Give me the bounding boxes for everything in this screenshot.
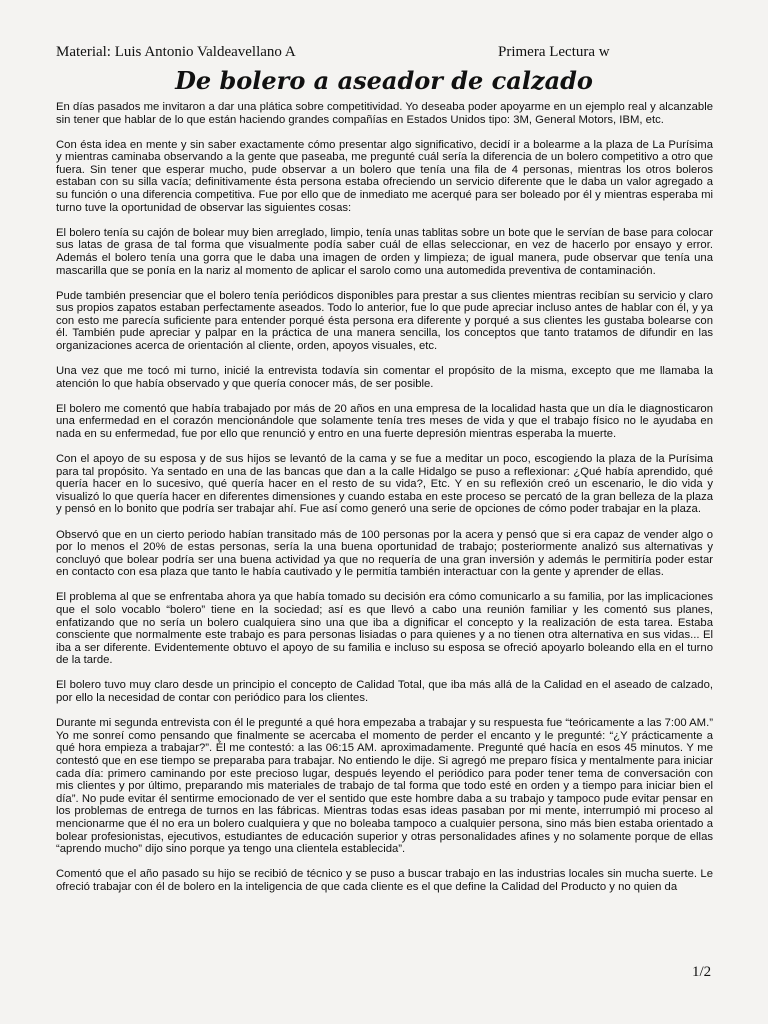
paragraph: El bolero tenía su cajón de bolear muy bien arreglado, limpio, tenía unas tablitas sobre un bote que le servían de base para colocar sus latas de grasa de tal forma que visualmente podía saber cuál de ellas seleccionar, en vez de hacerlo por ensayo y error. Además el bolero tenía una gorra que le daba una imagen de orden y limpieza; de igual manera, pude observar que tenía una mascarilla que se ponía en la nariz al momento de aplicar el sarolo como una automedida preventiva de contaminación. (56, 226, 713, 277)
header-lectura: Primera Lectura w (498, 44, 610, 60)
paragraph: El bolero me comentó que había trabajado por más de 20 años en una empresa de la localidad hasta que un día le diagnosticaron una enfermedad en el corazón mencionándole que solamente tenía tres meses de vida y que el trabajo físico no le ayudaba en nada en su enfermedad, fue por ello que renunció y entro en una fuerte depresión mientras esperaba la muerte. (56, 402, 713, 440)
paragraph: Una vez que me tocó mi turno, inicié la entrevista todavía sin comentar el propósito de la misma, excepto que me llamaba la atención lo que había observado y que quería conocer más, de ser posible. (56, 365, 713, 390)
paragraph: En días pasados me invitaron a dar una plática sobre competitividad. Yo deseaba poder apoyarme en un ejemplo real y alcanzable sin tener que hablar de lo que están haciendo grandes compañías en Estados Unidos tipo: 3M, General Motors, IBM, etc. (56, 101, 713, 126)
paragraph: Pude también presenciar que el bolero tenía periódicos disponibles para prestar a sus clientes mientras recibían su servicio y claro sus propios zapatos estaban perfectamente aseados. Todo lo anterior, fue lo que pude apreciar incluso antes de hablar con él, y ya con esto me parecía suficiente para entender porqué ésta persona era diferente y porqué a sus clientes les gustaba bolearse con él. También pude apreciar y palpar en la práctica de una manera sencilla, los conceptos que tanto tratamos de difundir en las organizaciones acerca de orientación al cliente, orden, apoyos visuales, etc. (56, 289, 713, 352)
page-number: 1/2 (692, 964, 712, 980)
header-material: Material: Luis Antonio Valdeavellano A (56, 44, 296, 60)
paragraph: Durante mi segunda entrevista con él le pregunté a qué hora empezaba a trabajar y su respuesta fue “teóricamente a las 7:00 AM.” Yo me sonreí como pensando que finalmente se acercaba el momento de perder el encanto y le pregunté: “¿Y prácticamente a qué hora empieza a trabajar?”. Él me contestó: a las 06:15 AM. aproximadamente. Pregunté qué hacía en esos 45 minutos. Y me contestó que en ese tiempo se preparaba para trabajar. No entiendo le dije. Si agregó me preparo física y mentalmente para iniciar cada día: primero caminando por este precioso lugar, después leyendo el periódico para poder tener tema de conversación con mis clientes y por último, preparando mis materiales de trabajo de tal forma que todo esté en orden y a tiempo para iniciar bien el día”. No pude evitar él sentirme emocionado de ver el sentido que este hombre daba a su trabajo y tampoco pude evitar pensar en los problemas de entrega de turnos en las fábricas. Mientras todas esas ideas pasaban por mi mente, interrumpió mi proceso al mencionarme que él no era un bolero cualquiera y que no boleaba tampoco a cualquier persona, sino más bien estaba orientado a bolear profesionistas, ejecutivos, estudiantes de educación superior y otras personalidades afines y no solamente porque de ellas “aprendo mucho” dijo sino porque ya tengo una clientela establecida”. (56, 717, 713, 856)
paragraph: Observó que en un cierto periodo habían transitado más de 100 personas por la acera y pensó que si era capaz de vender algo o por lo menos el 20% de estas personas, sería la una buena oportunidad de trabajo; posteriormente analizó sus alternativas y concluyó que bolear podría ser una buena actividad ya que no requería de una gran inversión y además le permitiría poder estar en contacto con esa plaza que tanto le había cautivado y le permitía también interactuar con la gente y aprender de ellas. (56, 528, 713, 579)
body-text (56, 101, 713, 906)
paragraph: El bolero tuvo muy claro desde un principio el concepto de Calidad Total, que iba más allá de la Calidad en el aseado de calzado, por ello la necesidad de contar con periódico para los clientes. (56, 679, 713, 705)
paragraph: El problema al que se enfrentaba ahora ya que había tomado su decisión era cómo comunicarlo a su familia, por las implicaciones que el solo vocablo “bolero” tiene en la sociedad; así es que llevó a cabo una reunión familiar y les comentó sus planes, enfatizando que no sería un bolero cualquiera sino una que iba a dignificar el concepto y la realización de esta tarea. Estaba consciente que normalmente este trabajo es para personas lisiadas o para quienes y a no tienen otra alternativa en sus vidas... El iba a ser diferente. Evidentemente obtuvo el apoyo de su familia e incluso su esposa se ofreció apoyarlo boleando ella en el turno de la tarde. (56, 591, 713, 667)
document-title: De bolero a aseador de calzado (175, 66, 593, 95)
paragraph: Con ésta idea en mente y sin saber exactamente cómo presentar algo significativo, decidí ir a bolearme a la plaza de La Purísima y mientras caminaba observando a la gente que paseaba, me pregunté cuál sería la diferencia de un bolero competitivo a otro que fuera. Sin tener que esperar mucho, pude observar a un bolero que tenía una fila de 4 personas, mientras los otros boleros estaban con su silla vacía; definitivamente ésta persona estaba ofreciendo un servicio diferente que le daba un valor agregado a su función o una diferencia competitiva. Fue por ello que de inmediato me acerqué para ser boleado por él y mientras esperaba mi turno tuve la oportunidad de observar las siguientes cosas: (56, 138, 713, 214)
paragraph: Comentó que el año pasado su hijo se recibió de técnico y se puso a buscar trabajo en las industrias locales sin mucha suerte. Le ofreció trabajar con él de bolero en la inteligencia de que cada cliente es el que define la Calidad del Producto y no quien da (56, 868, 713, 893)
paragraph: Con el apoyo de su esposa y de sus hijos se levantó de la cama y se fue a meditar un poco, escogiendo la plaza de la Purísima para tal propósito. Ya sentado en una de las bancas que dan a la calle Hidalgo se puso a reflexionar: ¿Qué había aprendido, qué quería hacer en lo sucesivo, qué quería hacer en el resto de su vida?, Etc. Y en su reflexión creó un escenario, le dio vida y visualizó lo que quería hacer en diferentes dimensiones y cuando estaba en este proceso se percató de la gran belleza de la plaza y pensó en lo bonito que podría ser trabajar ahí. Fue así como generó una serie de opciones de cómo poder trabajar en la plaza. (56, 453, 713, 516)
